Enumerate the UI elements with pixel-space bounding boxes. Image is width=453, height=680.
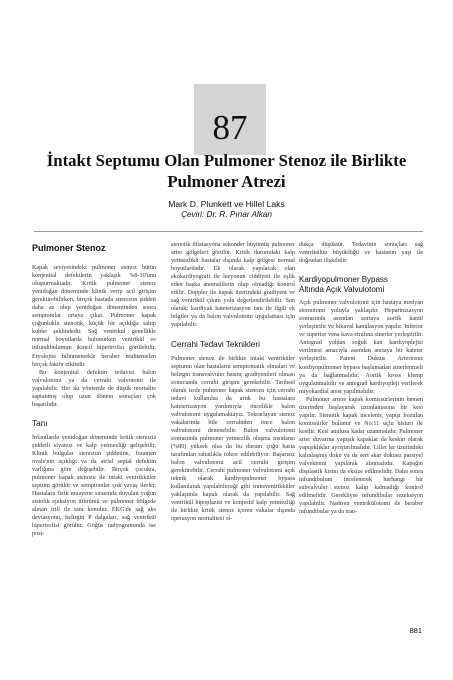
paragraph: dukça düşüktür. Tedavinin sonuçları sağ ventrikülün büyüklüğü ve hastanın yaşı ile doğrudan ilişkilidir. xyxy=(299,242,423,265)
paragraph: Kapak seviyesindeki pulmoner stenoz bütün konjenital defektlerin yaklaşık %8-10'unu oluşturmaktadır. Kritik pulmoner stenoz yenidoğan döneminde klinik verip acil girişim gerektirebilirken, birçok hastada stenozun şiddeti daha az olup yenidoğan döneminden sonra semptomlar ortaya çıkar. Pulmoner kapak çoğunlukla stenotik, küçük bir açıklığa sahip kubbe şeklindedir. Sağ ventrikül genellikle normal boyutlarda bulunurken ventrikül ve infundibulumun ikincil hipertrofisi görülebilir. Etyolojisi bilinmemekle beraber muhtemelen birçok faktör etkindir. xyxy=(32,265,156,368)
section-heading-cerrahi-tedavi: Cerrahi Tedavi Teknikleri xyxy=(171,339,260,349)
text-column-2 xyxy=(171,241,295,524)
paragraph: stenotik dilatasyona sekonder büyümüş pulmoner arter gölgeleri görülür. Kritik durumdaki kalp yetmezlikli hastalar dışında kalp gölgesi normal boyutlardadır. Ek olarak yapılacak olan ekokardiyografi ile lezyonun ciddiyeti ile eşlik eden başka anomalilerin olup olmadığı kontrol edilir. Doppler ile kapak üzerindeki gradiyent ve sağ ventrikül çıkım yolu değerlendirilebilir. Son olarak; kardiyak kateterizasyon tanı ile ilgili ek bilgiler ya da balon valvulotomi uygulaması için yapılabilir. xyxy=(171,242,295,329)
page-number: 881 xyxy=(409,626,422,635)
paragraph: Pulmoner artere kapak komissürlerinin hemen üzerinden başlayarak uzunlamasına bir kesi yapılır. Stenotik kapak incelenir, yapışı bozulan komissürler bulunur ve No:11 uçlu bisturi ile kesilir. Kesi anulusa kadar uzanmalıdır. Pulmoner arter duvarına yapışık kapaklar da keskin olarak yapışıklıklar ayrıştırılmalıdır. Liflet ler üzerindeki kalınlaşmış doku ya da sert skar dokusu parsiyel valvektomi yapılarak alınmalıdır. Kapağın displastik kısmı da eksize edilmelidir. Daha sonra infundibulum incelenerek herhangi bir subvalvuler stenoz kalıp kalmadığı kontrol edilmelidir. Gerekliyse infundibular rezeksiyon yapılabilir. Nadiren ventrikülotomi ile beraber infundibular ya da tran- xyxy=(299,396,423,516)
text-column-3 xyxy=(299,241,423,516)
paragraph: Açık pulmoner valvulotomi için hastaya medyan sternotomi yoluyla yaklaşılır. Heparinizasyon sonrasında asendan aortaya aortik kanül yerleştirilir ve bikaval kanülasyon yapılır. Inferior ve superior vena kava etrafına sinerler yerleştirilir. Antegrad yoldan soğuk kan kardiyoplejisi verilmesi amacıyla asendan aortaya bir kateter yerleştirilir. Patent Duktus Arteriosus kordiyopulmoner bypass başlamadan sinerlenmeli ya da bağlanmalıdır. Aortik kross klemp uygulanmalıdır ve antegrad kardiyopleji verilerek miyokardial arest yapılmalıdır. xyxy=(299,300,423,395)
paragraph: Pulmoner stenoz ile birlikte intakt ventriküler septumu olan hastaların semptomatik olmaları ve belirgin transvalvuler basınç gradiyentleri olması sonucunda cerrahi girişim gerekebilir. Tarihsel olarak izole pulmoner kapak stenozu için cerrahi tedavi kullanılsa da artık bu hastalara kateterizasyon yardımıyla öncelikle balon valvulotomi uygulamaktayız. Tekrarlayan stenoz vakalarında bile cerrahiden önce balon valvulotomi denenebilir. Balon valvulotomi sonrasında pulmoner yetmezlik oluşma insidansı (%80) yüksek olsa da bu durum çoğu hasta tarafından rahatlıkla tolere edilebiliyor. Başarısız balon valvulotomi acil cerrahi girişim gerektirebilir. Cerrahi pulmoner valvulotomi açık teknik olarak kardiyopulmoner bypass kullanılarak yapılabileceği gibi transventrikküler yaklaşımla kapalı olarak da yapılabilir. Sağ ventrikül hipoplazisi ve konjestif kalp yetmezliği ile birlikte kritik stenoz içeren vakalar dışında operasyon mortalitesi ol- xyxy=(171,355,295,523)
paragraph: İnfantlarda yenidoğan döneminde kritik stenozis şiddetli siyanoz ve kalp yetmezliği gelişebilir. Klinik bulgular stenozun şiddetine, foramen ovale'nin açıklığı ya da atrial septal defektin varlığına göre değişebilir. Birçok çocukta, pulmoner kapak stenozu ile intakt ventrikküler septum görülür ve semptomlar çok yavaş ilerler. Hastalara fizik muayene sırasında duyulan yoğun sistolik ejeksiyon üfürümü ve pulmoner bölgede alınan trill ile tanı konulur. EKG'de sağ aks deviasyonu, belirgin P dalgaları, sağ ventrikül hipertrofisi görülür. Göğüs radyogramında ise post- xyxy=(32,434,156,538)
chapter-title-line-1: İntakt Septumu Olan Pulmoner Stenoz ile Birlikte xyxy=(46,151,407,170)
chapter-number: 87 xyxy=(212,108,248,147)
section-heading-line-1: Kardiyopulmoner Bypass xyxy=(299,275,388,285)
section-heading-pulmoner-stenoz: Pulmoner Stenoz xyxy=(32,243,106,253)
section-heading-bypass xyxy=(299,275,423,295)
authors: Mark D. Plunkett ve Hillel Laks xyxy=(168,199,285,209)
chapter-title-line-2: Pulmoner Atrezi xyxy=(167,172,286,191)
section-heading-line-2: Altında Açık Valvulotomi xyxy=(299,285,385,295)
chapter-title xyxy=(20,150,433,192)
translator: Çeviri: Dr. R. Pınar Alkan xyxy=(181,210,272,219)
section-heading-tani: Tanı xyxy=(32,418,48,428)
text-column-1 xyxy=(32,241,156,538)
paragraph: Bu konjenital defektin tedavisi balon valvulotomi ya da cerrahi valvotomi ile yapılabilir. Her iki yöntemle de düşük mortalite saptanmış olup uzun dönem sonuçları çok başarılıdır. xyxy=(32,369,156,408)
title-divider xyxy=(34,231,423,232)
